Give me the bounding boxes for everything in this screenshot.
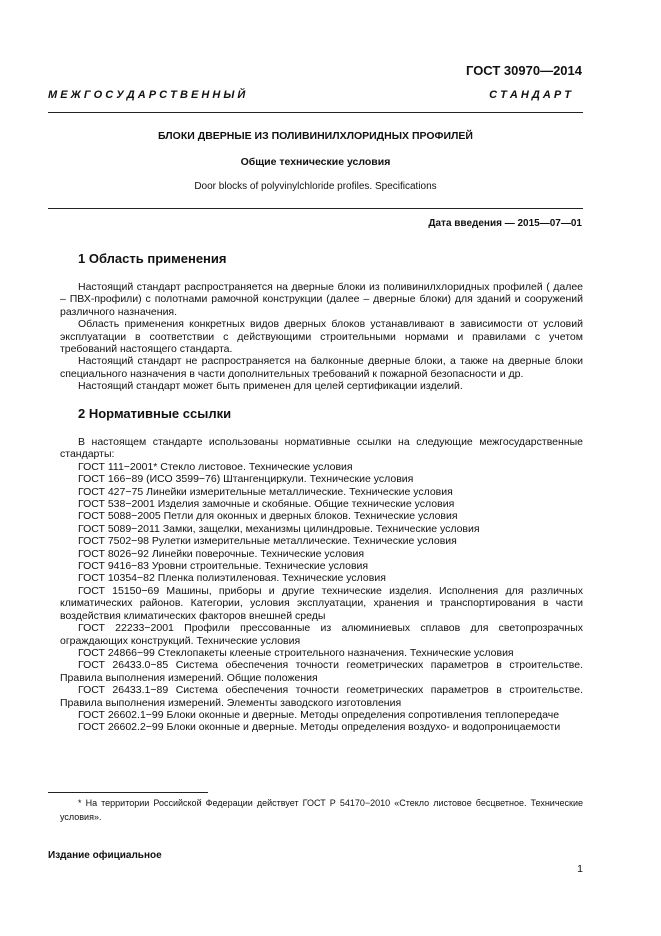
header-divider — [48, 112, 583, 113]
section-1-body — [60, 281, 583, 393]
section-2-body — [60, 436, 583, 734]
reference-item: ГОСТ 26433.0−85 Система обеспечения точности геометрических параметров в строительстве. Правила выполнения измерений. Общие положения — [60, 659, 583, 684]
paragraph: Настоящий стандарт не распространяется на балконные дверные блоки, а также на дверные блоки специального назначения в части дополнительных требований к пожарной безопасности и др. — [60, 355, 583, 380]
reference-item: ГОСТ 111−2001* Стекло листовое. Технические условия — [78, 460, 353, 473]
section-1-heading: 1 Область применения — [78, 251, 227, 266]
document-subtitle: Общие технические условия — [240, 156, 391, 168]
standard-type-word-2: С Т А Н Д А Р Т — [489, 89, 571, 101]
section-2-heading: 2 Нормативные ссылки — [78, 406, 232, 421]
document-title: БЛОКИ ДВЕРНЫЕ ИЗ ПОЛИВИНИЛХЛОРИДНЫХ ПРОФИЛЕЙ — [158, 130, 473, 142]
reference-item: ГОСТ 26433.1−89 Система обеспечения точности геометрических параметров в строительстве. Правила выполнения измерений. Элементы заводского изготовления — [60, 684, 583, 709]
paragraph: Настоящий стандарт распространяется на дверные блоки из поливинилхлоридных профилей ( далее – ПВХ-профили) с полотнами рамочной конструкции (далее – дверные блоки) для зданий и сооружений различного назначения. — [60, 281, 583, 318]
reference-item: ГОСТ 24866−99 Стеклопакеты клееные строительного назначения. Технические условия — [78, 646, 514, 659]
title-divider — [48, 208, 583, 209]
reference-item: ГОСТ 9416−83 Уровни строительные. Технические условия — [78, 560, 369, 573]
section-2-intro: В настоящем стандарте использованы нормативные ссылки на следующие межгосударственные стандарты: — [60, 436, 583, 461]
reference-item: ГОСТ 22233−2001 Профили прессованные из алюминиевых сплавов для светопрозрачных ограждающих конструкций. Технические условия — [60, 622, 583, 647]
edition-label: Издание официальное — [48, 850, 162, 861]
reference-item: ГОСТ 10354−82 Пленка полиэтиленовая. Технические условия — [78, 572, 386, 585]
reference-item: ГОСТ 15150−69 Машины, приборы и другие технические изделия. Исполнения для различных климатических районов. Категории, условия эксплуатации, хранения и транспортирования в части воздействия климатических факторов внешней среды — [60, 584, 583, 622]
reference-item: ГОСТ 427−75 Линейки измерительные металлические. Технические условия — [78, 485, 453, 498]
reference-item: ГОСТ 8026−92 Линейки поверочные. Технические условия — [78, 547, 365, 560]
reference-item: ГОСТ 5088−2005 Петли для оконных и дверных блоков. Технические условия — [78, 510, 458, 523]
introduction-date: Дата введения — 2015—07—01 — [428, 218, 582, 229]
reference-item: ГОСТ 26602.1−99 Блоки оконные и дверные. Методы определения сопротивления теплопередаче — [78, 708, 560, 721]
reference-item: ГОСТ 5089−2011 Замки, защелки, механизмы цилиндровые. Технические условия — [78, 522, 480, 535]
reference-item: ГОСТ 166−89 (ИСО 3599−76) Штангенциркули. Технические условия — [78, 473, 414, 486]
footnote-divider — [48, 792, 208, 793]
reference-item: ГОСТ 7502−98 Рулетки измерительные металлические. Технические условия — [78, 535, 457, 548]
standard-type-word-1: М Е Ж Г О С У Д А Р С Т В Е Н Н Ы Й — [48, 89, 246, 101]
reference-item: ГОСТ 538−2001 Изделия замочные и скобяные. Общие технические условия — [78, 498, 455, 511]
reference-item: ГОСТ 26602.2−99 Блоки оконные и дверные. Методы определения воздухо- и водопроницаемости — [78, 721, 561, 734]
paragraph: Область применения конкретных видов дверных блоков устанавливают в зависимости от условий эксплуатации в соответствии с действующими строительными нормами и правилами с учетом требований настоящего стандарта. — [60, 318, 583, 356]
english-title: Door blocks of polyvinylchloride profiles. Specifications — [194, 181, 437, 192]
paragraph: Настоящий стандарт может быть применен для целей сертификации изделий. — [78, 380, 463, 393]
standard-type-line — [48, 89, 571, 101]
standard-code: ГОСТ 30970—2014 — [466, 63, 582, 78]
page-number: 1 — [577, 863, 583, 875]
footnote: * На территории Российской Федерации действует ГОСТ Р 54170−2010 «Стекло листовое бесцветное. Технические условия». — [60, 798, 583, 822]
